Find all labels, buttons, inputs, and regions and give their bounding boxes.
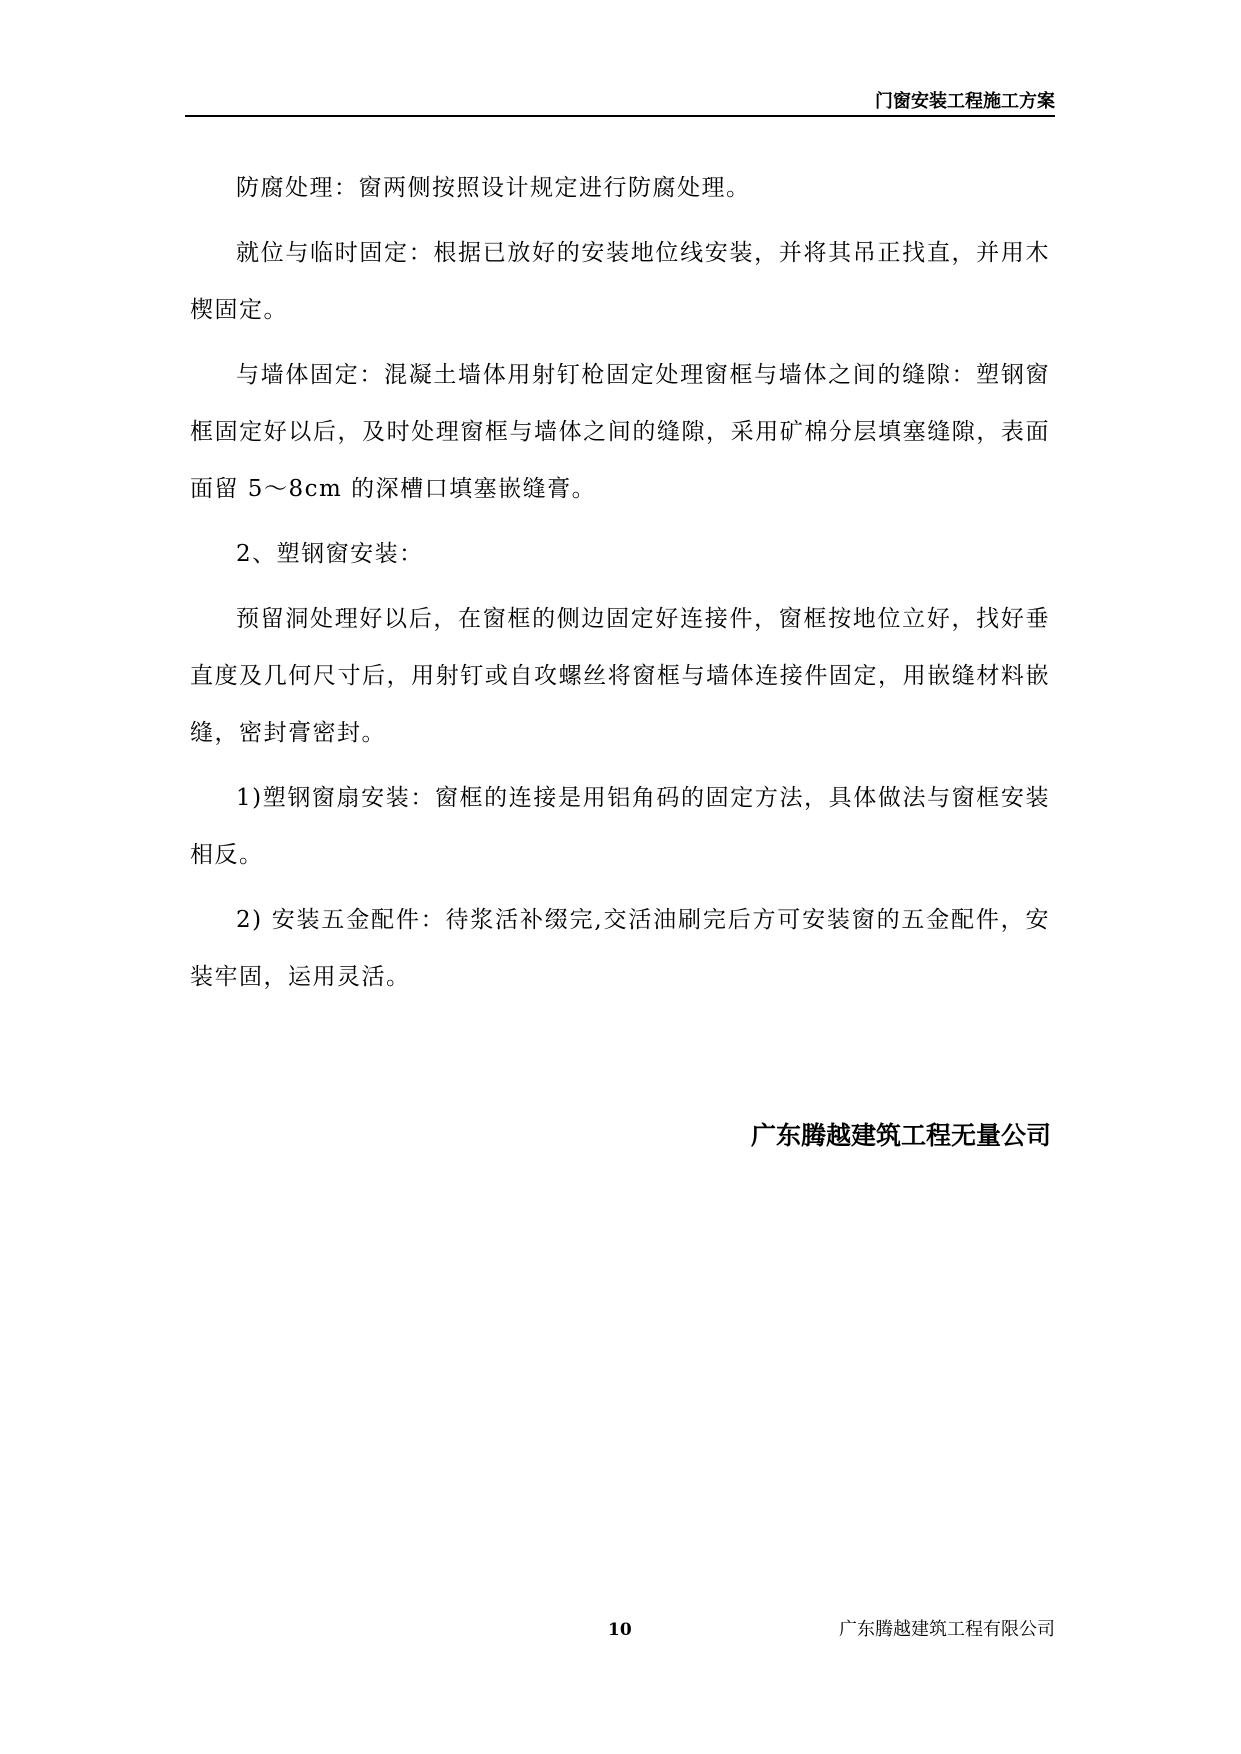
signature-company: 广东腾越建筑工程无量公司 — [750, 1121, 1051, 1150]
section-heading-window-install: 2、塑钢窗安装： — [236, 541, 424, 567]
page-footer — [185, 1615, 1055, 1645]
paragraph-positioning: 就位与临时固定：根据已放好的安装地位线安装，并将其吊正找直，并用木楔固定。 — [190, 240, 1050, 323]
paragraph-hardware-install: 2) 安装五金配件：待浆活补缀完,交活油刷完后方可安装窗的五金配件，安装牢固，运用灵活。 — [190, 907, 1050, 990]
paragraph-wall-fixing: 与墙体固定：混凝土墙体用射钉枪固定处理窗框与墙体之间的缝隙：塑钢窗框固定好以后，及时处理窗框与墙体之间的缝隙，采用矿棉分层填塞缝隙，表面面留 5～8cm 的深槽口填塞嵌缝膏。 — [190, 362, 1050, 502]
paragraph-anticorrosion: 防腐处理：窗两侧按照设计规定进行防腐处理。 — [236, 175, 751, 201]
header-title: 门窗安装工程施工方案 — [875, 91, 1055, 112]
page-number: 10 — [608, 1620, 632, 1640]
header-divider — [185, 115, 1055, 117]
body-content — [190, 160, 1050, 1014]
footer-company: 广东腾越建筑工程有限公司 — [839, 1619, 1055, 1640]
page-header — [185, 88, 1055, 116]
paragraph-reserved-opening: 预留洞处理好以后，在窗框的侧边固定好连接件，窗框按地位立好，找好垂直度及几何尺寸后，用射钉或自攻螺丝将窗框与墙体连接件固定，用嵌缝材料嵌缝，密封膏密封。 — [190, 606, 1050, 746]
paragraph-sash-install: 1)塑钢窗扇安装：窗框的连接是用铝角码的固定方法，具体做法与窗框安装相反。 — [190, 785, 1050, 868]
